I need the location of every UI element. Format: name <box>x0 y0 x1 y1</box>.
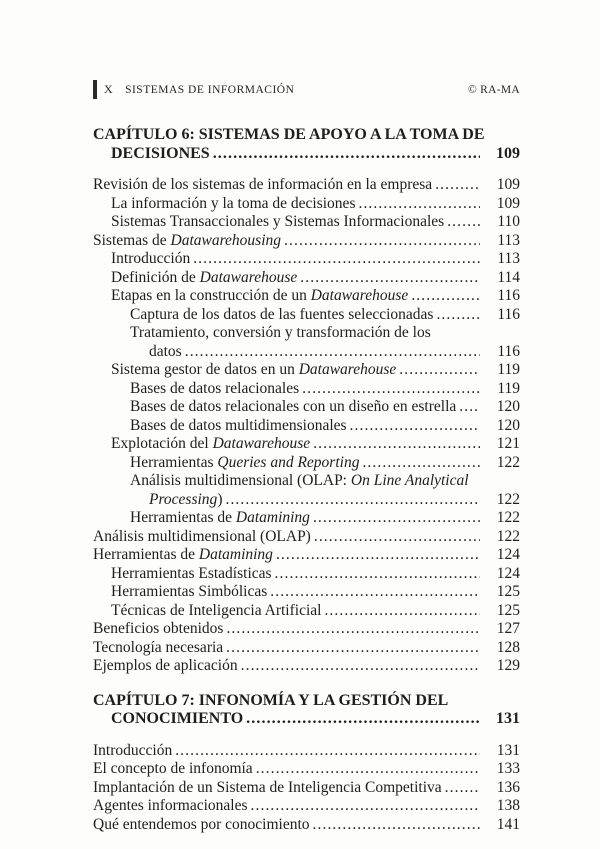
toc-entry <box>93 779 520 798</box>
page-number: 131 <box>496 710 520 727</box>
leader-dots <box>350 417 480 436</box>
toc-entry-text: Herramientas de Datamining <box>130 509 310 526</box>
chapter-heading <box>93 692 520 729</box>
toc-entry-text: Sistema gestor de datos en un Datawarehouse <box>111 361 397 378</box>
toc-entry <box>93 324 520 343</box>
page-number: 122 <box>496 527 520 545</box>
leader-dots <box>246 710 480 729</box>
toc-entry-text: Técnicas de Inteligencia Artificial <box>111 601 322 619</box>
page-number: 129 <box>496 657 520 674</box>
chapter-section-1 <box>93 126 520 676</box>
page-number: 124 <box>496 564 520 582</box>
page-number: 125 <box>496 583 520 600</box>
toc-entry-text: Agentes informacionales <box>93 797 248 814</box>
toc-entry <box>93 797 520 816</box>
toc-entry-text: Tratamiento, conversión y transformación de los <box>130 324 431 341</box>
chapter-heading-line2 <box>93 145 520 164</box>
toc-entry-text: La información y la toma de decisiones <box>111 194 356 212</box>
toc-entry-text: El concepto de infonomía <box>93 760 253 777</box>
leader-dots <box>225 491 480 510</box>
table-of-contents <box>93 126 520 834</box>
page-number: 116 <box>497 287 520 304</box>
toc-entry-text: Ejemplos de aplicación <box>93 657 238 674</box>
toc-entry <box>93 380 520 399</box>
page-number: 141 <box>496 815 520 833</box>
toc-entry <box>93 639 520 658</box>
toc-entry <box>93 343 520 362</box>
leader-dots <box>256 760 480 779</box>
toc-entry <box>93 287 520 306</box>
leader-dots <box>185 343 480 362</box>
leader-dots <box>302 380 480 399</box>
page-number: 113 <box>497 231 520 249</box>
leader-dots <box>270 583 480 602</box>
leader-dots <box>445 779 480 798</box>
toc-entry-text: Análisis multidimensional (OLAP: On Line Analytical <box>130 472 469 489</box>
running-title: SISTEMAS DE INFORMACIÓN <box>125 83 295 96</box>
page-number: 133 <box>496 760 520 777</box>
leader-dots <box>241 657 480 676</box>
leader-dots <box>300 269 480 288</box>
chapter-heading-line2 <box>93 710 520 729</box>
leader-dots <box>175 742 480 761</box>
leader-dots <box>213 145 480 164</box>
toc-entry <box>93 565 520 584</box>
chapter-heading-line2-text: DECISIONES <box>111 144 210 162</box>
toc-entry-text: Bases de datos relacionales con un diseño en estrella <box>130 398 457 415</box>
toc-entry <box>93 306 520 325</box>
toc-entry <box>93 509 520 528</box>
toc-entry-text: Explotación del Datawarehouse <box>111 435 311 452</box>
page-number: 119 <box>497 379 520 397</box>
chapter-heading <box>93 126 520 163</box>
page-number: 109 <box>496 194 520 212</box>
leader-dots <box>314 528 480 547</box>
toc-entry-text: Revisión de los sistemas de información en la empresa <box>93 176 433 193</box>
toc-entry <box>93 816 520 835</box>
toc-entry-text: Beneficios obtenidos <box>93 620 224 637</box>
page-number: 119 <box>497 361 520 378</box>
toc-entry-text: Etapas en la construcción de un Datawarehouse <box>111 287 409 304</box>
leader-dots <box>459 398 480 417</box>
page-number: 124 <box>496 546 520 563</box>
toc-entry-text: Processing) <box>149 490 223 508</box>
chapter-section-2 <box>93 692 520 835</box>
header-bar-icon <box>93 80 97 99</box>
toc-entry <box>93 232 520 251</box>
leader-dots <box>275 565 480 584</box>
page-number: 109 <box>496 144 520 162</box>
toc-entry <box>93 491 520 510</box>
publisher-mark: © RA-MA <box>467 83 520 96</box>
leader-dots <box>447 213 480 232</box>
toc-entry <box>93 435 520 454</box>
page-number: 127 <box>496 620 520 637</box>
page-roman-numeral: X <box>104 82 114 96</box>
chapter-heading-line2-text: CONOCIMIENTO <box>111 710 244 727</box>
toc-entry <box>93 361 520 380</box>
leader-dots <box>358 195 480 214</box>
toc-entry <box>93 620 520 639</box>
toc-entry <box>93 417 520 436</box>
page-number: 138 <box>496 797 520 814</box>
toc-entry <box>93 269 520 288</box>
page-number: 122 <box>496 490 520 508</box>
leader-dots <box>313 435 480 454</box>
toc-entry <box>93 657 520 676</box>
toc-entry <box>93 528 520 547</box>
toc-entry <box>93 760 520 779</box>
toc-entry-text: Bases de datos relacionales <box>130 379 300 397</box>
page-number: 110 <box>497 213 520 230</box>
toc-entry <box>93 583 520 602</box>
toc-entry-text: Qué entendemos por conocimiento <box>93 815 310 833</box>
toc-entry <box>93 250 520 269</box>
page-number: 120 <box>496 416 520 434</box>
toc-entry-text: Herramientas Estadísticas <box>111 564 272 582</box>
leader-dots <box>399 361 480 380</box>
page-number: 120 <box>496 398 520 415</box>
leader-dots <box>411 287 480 306</box>
toc-entry-text: datos <box>149 342 182 360</box>
toc-entry <box>93 742 520 761</box>
page-number: 109 <box>496 176 520 193</box>
leader-dots <box>362 454 480 473</box>
page-number: 113 <box>497 250 520 267</box>
page-number: 116 <box>497 342 520 360</box>
leader-dots <box>226 639 480 658</box>
leader-dots <box>324 602 480 621</box>
page-number: 121 <box>496 435 520 452</box>
page-number: 125 <box>496 601 520 619</box>
toc-entry-text: Herramientas Simbólicas <box>111 583 268 600</box>
page-number: 116 <box>497 305 520 323</box>
page-number: 128 <box>496 638 520 656</box>
toc-entry-text: Definición de Datawarehouse <box>111 268 298 286</box>
chapter-heading-line1 <box>93 692 520 711</box>
toc-entry <box>93 472 520 491</box>
toc-entry <box>93 195 520 214</box>
toc-entry <box>93 454 520 473</box>
running-header <box>93 80 520 99</box>
toc-entry-text: Sistemas Transaccionales y Sistemas Informacionales <box>111 213 445 230</box>
toc-entry-text: Introducción <box>93 741 173 759</box>
leader-dots <box>436 306 480 325</box>
toc-entry-text: Introducción <box>111 250 191 267</box>
leader-dots <box>284 232 480 251</box>
leader-dots <box>226 620 480 639</box>
toc-entry-text: Implantación de un Sistema de Inteligencia Competitiva <box>93 778 442 796</box>
toc-entry <box>93 176 520 195</box>
chapter-heading-line1-text: CAPÍTULO 7: INFONOMÍA Y LA GESTIÓN DEL <box>93 691 449 709</box>
page-number: 122 <box>496 509 520 526</box>
page-number: 136 <box>496 778 520 796</box>
page-number: 122 <box>496 453 520 471</box>
toc-entry-text: Captura de los datos de las fuentes seleccionadas <box>130 305 434 323</box>
leader-dots <box>435 176 480 195</box>
toc-entry-text: Análisis multidimensional (OLAP) <box>93 527 311 545</box>
toc-entry-text: Bases de datos multidimensionales <box>130 416 347 434</box>
toc-entry-text: Sistemas de Datawarehousing <box>93 231 282 249</box>
toc-entry-text: Herramientas Queries and Reporting <box>130 453 360 471</box>
toc-entry <box>93 602 520 621</box>
page-number: 131 <box>496 741 520 759</box>
leader-dots <box>193 250 480 269</box>
toc-entry-text: Tecnología necesaria <box>93 638 224 656</box>
running-header-left <box>93 80 294 99</box>
leader-dots <box>313 816 480 835</box>
toc-entry <box>93 546 520 565</box>
leader-dots <box>276 546 480 565</box>
toc-entry <box>93 398 520 417</box>
leader-dots <box>313 509 480 528</box>
toc-entry-text: Herramientas de Datamining <box>93 546 273 563</box>
toc-entry <box>93 213 520 232</box>
chapter-heading-line1 <box>93 126 520 145</box>
page-number: 114 <box>497 268 520 286</box>
chapter-heading-line1-text: CAPÍTULO 6: SISTEMAS DE APOYO A LA TOMA DE <box>93 126 485 143</box>
leader-dots <box>251 797 480 816</box>
